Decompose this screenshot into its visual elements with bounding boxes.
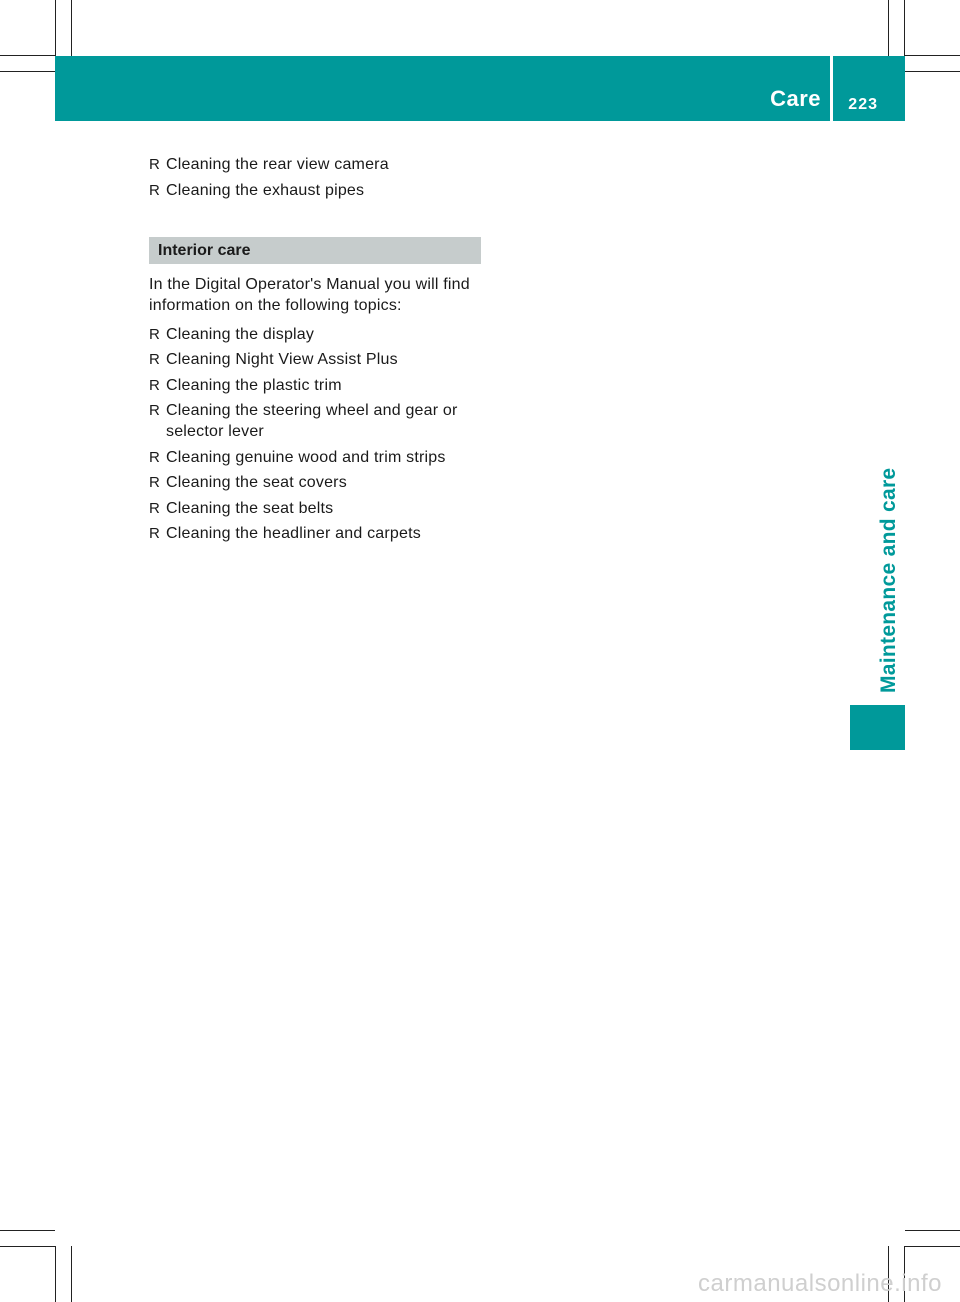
crop-mark (905, 71, 960, 72)
crop-mark (55, 0, 56, 56)
section-heading: Interior care (149, 237, 481, 264)
crop-mark (0, 1246, 55, 1247)
section-intro: In the Digital Operator's Manual you will find information on the following topics: (149, 275, 470, 314)
crop-mark (0, 1230, 55, 1231)
bullet-icon: R (149, 499, 161, 517)
list-item: R Cleaning the headliner and carpets (149, 525, 421, 542)
page-title: Care (770, 86, 821, 111)
crop-mark (904, 0, 905, 56)
page-number: 223 (848, 96, 878, 113)
chapter-tab (850, 440, 905, 695)
bullet-icon: R (149, 525, 161, 542)
bullet-icon: R (149, 325, 161, 343)
crop-mark (888, 0, 889, 56)
bullet-icon: R (149, 351, 161, 368)
bullet-icon: R (149, 376, 161, 394)
bullet-icon: R (149, 156, 161, 173)
watermark: carmanualsonline.info (698, 1270, 942, 1297)
list-item: R Cleaning the display (149, 325, 315, 343)
crop-mark (905, 55, 960, 56)
list-item: R Cleaning Night View Assist Plus (149, 351, 398, 368)
crop-mark (905, 1230, 960, 1231)
list-item: R Cleaning the exhaust pipes (149, 181, 365, 199)
crop-mark (0, 71, 55, 72)
list-item: R Cleaning genuine wood and trim strips (149, 448, 446, 466)
header-divider (830, 56, 833, 121)
bullet-icon: R (149, 474, 161, 491)
chapter-marker (850, 705, 905, 750)
header-bar (55, 56, 905, 121)
list-item: R Cleaning the plastic trim (149, 376, 342, 394)
crop-mark (55, 1246, 56, 1302)
crop-mark (71, 0, 72, 56)
bullet-icon: R (149, 448, 161, 466)
list-item: R Cleaning the rear view camera (149, 156, 389, 173)
bullet-icon: R (149, 181, 161, 199)
list-item: R Cleaning the seat belts (149, 499, 334, 517)
interior-bullet-list (149, 324, 481, 545)
chapter-tab-label: Maintenance and care (877, 467, 900, 693)
main-content (149, 154, 481, 549)
list-item: R Cleaning the seat covers (149, 474, 347, 491)
crop-mark (905, 1246, 960, 1247)
bullet-icon: R (149, 402, 161, 419)
crop-mark (71, 1246, 72, 1302)
list-item: R Cleaning the steering wheel and gear or selector lever (149, 402, 458, 440)
crop-mark (0, 55, 55, 56)
top-bullet-list (149, 154, 481, 201)
